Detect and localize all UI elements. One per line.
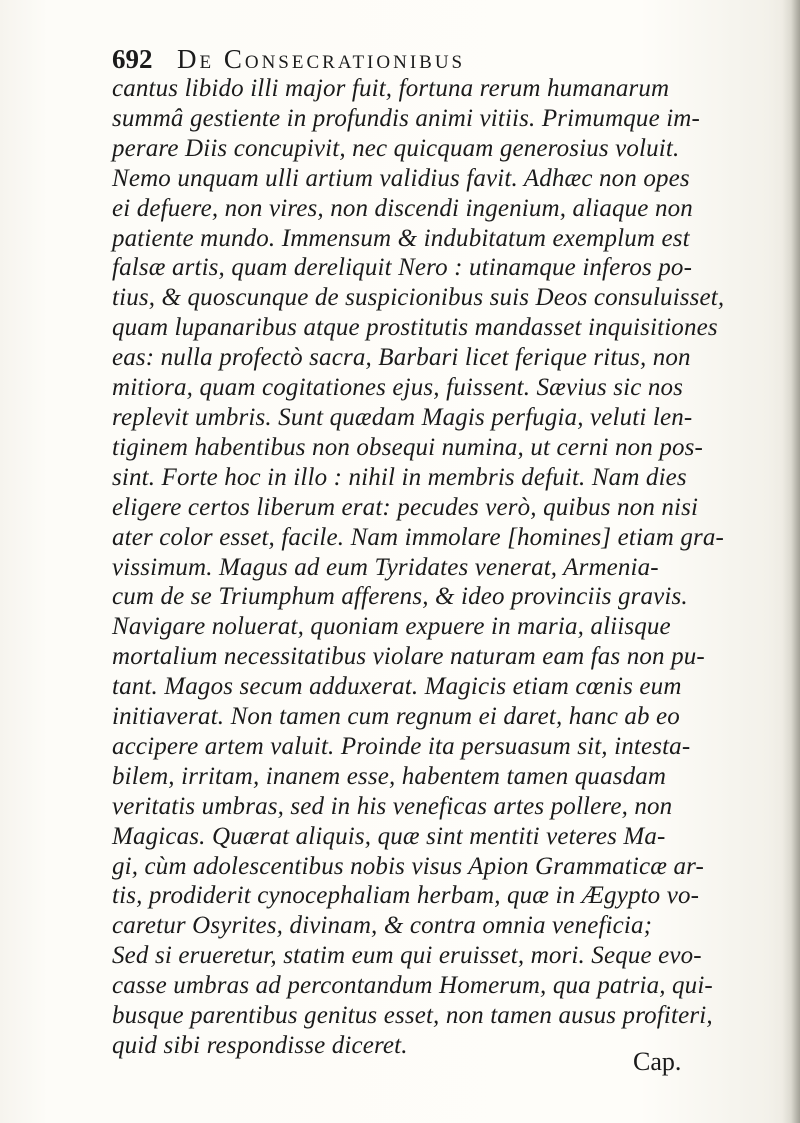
text-line: sint. Forte hoc in illo : nihil in membris defuit. Nam dies: [112, 463, 687, 491]
text-line: Sed si erueretur, statim eum qui eruisset, mori. Seque evo-: [112, 942, 702, 970]
page-number: 692: [112, 44, 153, 74]
text-line: tiginem habentibus non obsequi numina, ut cerni non pos-: [112, 433, 703, 461]
text-line: ei defuere, non vires, non discendi ingenium, aliaque non: [112, 194, 693, 222]
text-line: tis, prodiderit cynocephaliam herbam, quæ in Ægypto vo-: [112, 882, 700, 910]
text-line: cum de se Triumphum afferens, & ideo provinciis gravis.: [112, 583, 688, 611]
page-edge-shadow: [782, 0, 800, 1123]
text-line: Navigare noluerat, quoniam expuere in maria, aliisque: [112, 613, 671, 641]
text-line: tant. Magos secum adduxerat. Magicis etiam cœnis eum: [112, 673, 682, 701]
text-line: eas: nulla profectò sacra, Barbari licet ferique ritus, non: [112, 344, 691, 372]
text-line: eligere certos liberum erat: pecudes verò, quibus non nisi: [112, 493, 699, 521]
text-line: cantus libido illi major fuit, fortuna rerum humanarum: [112, 75, 670, 102]
text-line: quam lupanaribus atque prostitutis mandasset inquisitiones: [112, 314, 718, 342]
text-line: mortalium necessitatibus violare naturam eam fas non pu-: [112, 643, 705, 671]
text-line: caretur Osyrites, divinam, & contra omnia veneficia;: [112, 912, 653, 940]
text-line: falsæ artis, quam dereliquit Nero : utinamque inferos po-: [112, 254, 693, 282]
catchword: Cap.: [633, 1047, 682, 1076]
text-line: Magicas. Quærat aliquis, quæ sint mentiti veteres Ma-: [112, 822, 666, 850]
text-line: veritatis umbras, sed in his veneficas artes pollere, non: [112, 792, 673, 820]
text-line: casse umbras ad percontandum Homerum, qua patria, qui-: [112, 972, 713, 1000]
text-line: bilem, irritam, inanem esse, habentem tamen quasdam: [112, 762, 667, 790]
text-line: gi, cùm adolescentibus nobis visus Apion Grammaticæ ar-: [112, 852, 704, 880]
text-line: accipere artem valuit. Proinde ita persuasum sit, intesta-: [112, 732, 691, 760]
text-line: ater color esset, facile. Nam immolare [homines] etiam gra-: [112, 523, 725, 551]
text-line: replevit umbris. Sunt quædam Magis perfugia, veluti len-: [112, 403, 693, 431]
running-title: De Consecrationibus: [177, 44, 466, 74]
text-line: summâ gestiente in profundis animi vitiis. Primumque im-: [112, 104, 700, 132]
text-line: tius, & quoscunque de suspicionibus suis Deos consuluisset,: [112, 284, 725, 312]
text-line: Nemo unquam ulli artium validius favit. Adhæc non opes: [112, 164, 690, 192]
text-line: initiaverat. Non tamen cum regnum ei daret, hanc ab eo: [112, 703, 680, 731]
text-line: perare Diis concupivit, nec quicquam generosius voluit.: [112, 134, 680, 162]
text-line: patiente mundo. Immensum & indubitatum exemplum est: [112, 224, 690, 252]
text-line: quid sibi respondisse diceret.: [112, 1032, 408, 1059]
text-line: busque parentibus genitus esset, non tamen ausus profiteri,: [112, 1002, 713, 1030]
body-text: [112, 74, 725, 1061]
text-line: mitiora, quam cogitationes ejus, fuissent. Sævius sic nos: [112, 374, 684, 402]
text-line: vissimum. Magus ad eum Tyridates venerat, Armenia-: [112, 553, 659, 581]
